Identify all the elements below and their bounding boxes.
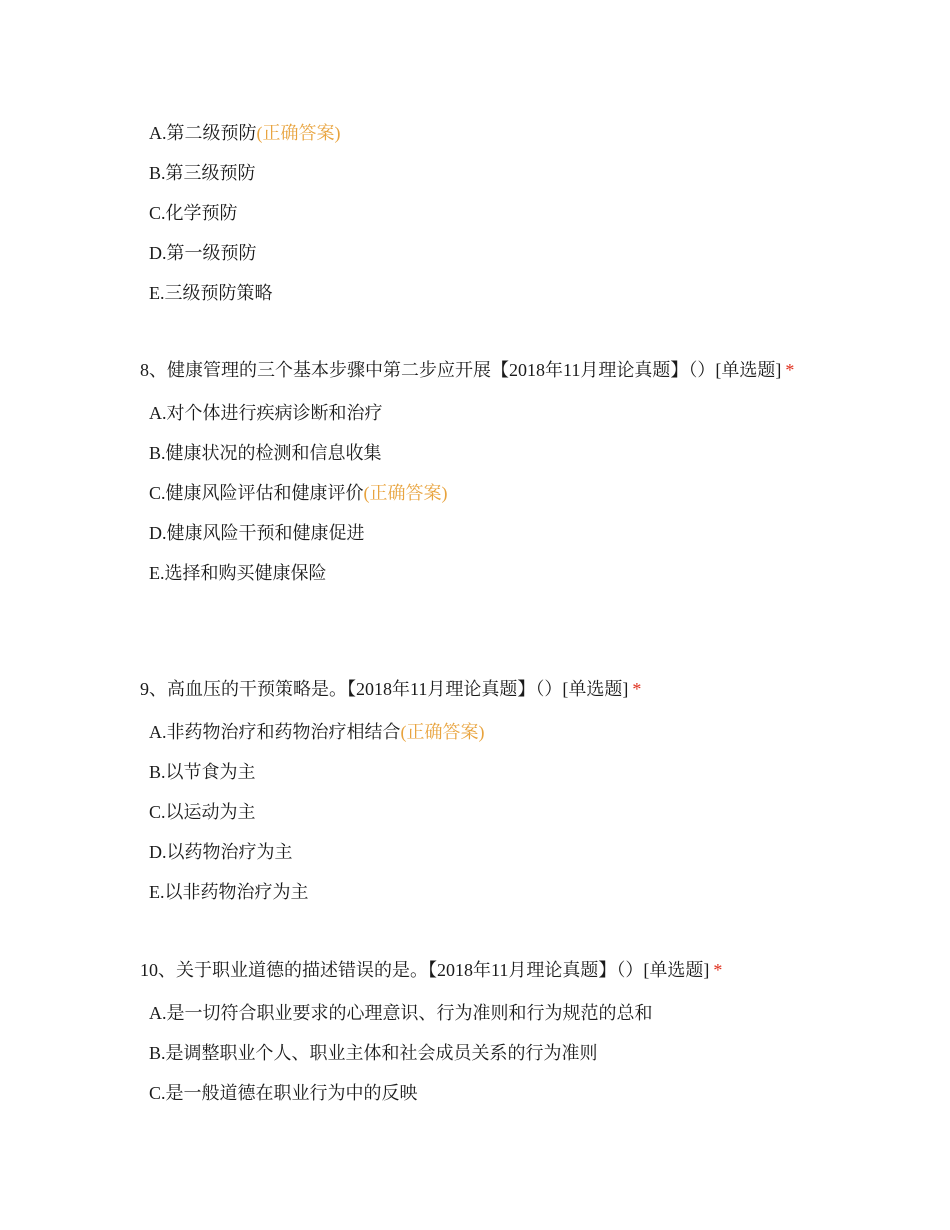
option-c[interactable]: C.以运动为主 [149, 802, 256, 822]
option-b[interactable]: B.健康状况的检测和信息收集 [149, 443, 382, 463]
required-star: * [785, 360, 795, 380]
option-b[interactable]: B.以节食为主 [149, 762, 256, 782]
option-c[interactable]: C.健康风险评估和健康评价(正确答案) [149, 483, 448, 503]
required-star: * [632, 679, 642, 699]
option-c[interactable]: C.化学预防 [149, 203, 238, 223]
option-e[interactable]: E.以非药物治疗为主 [149, 882, 309, 902]
option-b[interactable]: B.第三级预防 [149, 163, 256, 183]
option-b[interactable]: B.是调整职业个人、职业主体和社会成员关系的行为准则 [149, 1043, 598, 1063]
option-a[interactable]: A.是一切符合职业要求的心理意识、行为准则和行为规范的总和 [149, 1003, 653, 1023]
option-d[interactable]: D.第一级预防 [149, 243, 257, 263]
option-a[interactable]: A.第二级预防(正确答案) [149, 123, 341, 143]
required-star: * [713, 960, 723, 980]
question-8 [140, 351, 820, 593]
question-title: 9、高血压的干预策略是。【2018年11月理论真题】（）[单选题] * [140, 679, 642, 699]
option-d[interactable]: D.健康风险干预和健康促进 [149, 523, 365, 543]
question-9 [140, 670, 820, 912]
question-7 [140, 113, 820, 313]
correct-answer-mark: (正确答案) [400, 722, 485, 742]
question-title: 10、关于职业道德的描述错误的是。【2018年11月理论真题】（）[单选题] * [140, 960, 723, 980]
option-d[interactable]: D.以药物治疗为主 [149, 842, 293, 862]
option-a[interactable]: A.非药物治疗和药物治疗相结合(正确答案) [149, 722, 485, 742]
option-e[interactable]: E.三级预防策略 [149, 283, 273, 303]
correct-answer-mark: (正确答案) [363, 483, 448, 503]
question-title: 8、健康管理的三个基本步骤中第二步应开展【2018年11月理论真题】（）[单选题] * [140, 360, 795, 380]
option-a[interactable]: A.对个体进行疾病诊断和治疗 [149, 403, 383, 423]
option-e[interactable]: E.选择和购买健康保险 [149, 563, 327, 583]
question-10 [140, 951, 820, 1113]
option-c[interactable]: C.是一般道德在职业行为中的反映 [149, 1083, 418, 1103]
correct-answer-mark: (正确答案) [256, 123, 341, 143]
